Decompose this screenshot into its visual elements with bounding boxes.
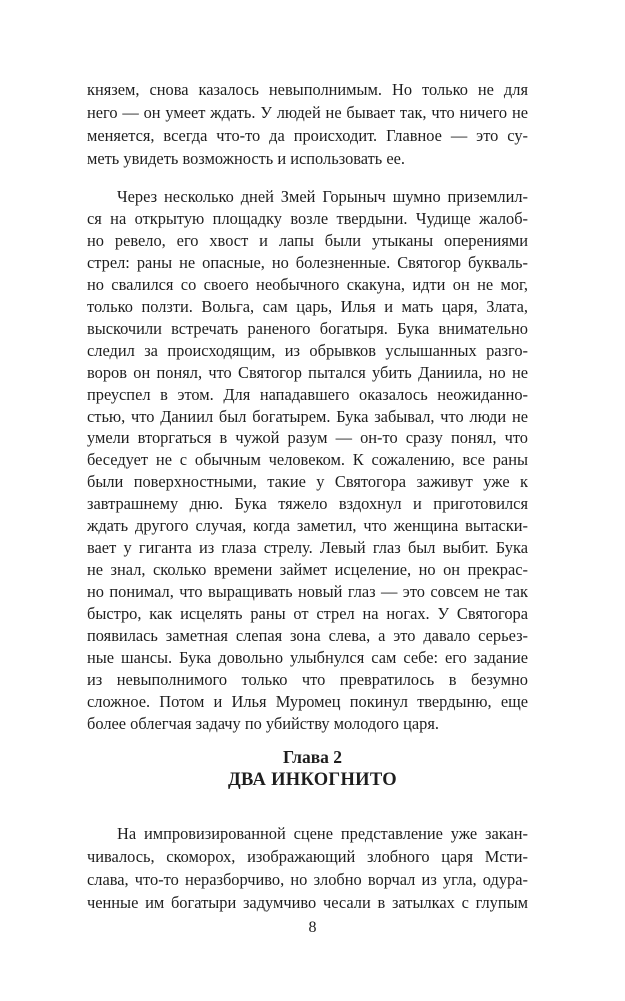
text-line: следил за происходящим, из обрывков услышанных разго- (87, 340, 528, 360)
text-line: быстро, как исцелять раны от стрел на ногах. У Святогора (87, 604, 528, 623)
text-line: меть увидеть возможность и использовать ее. (87, 149, 406, 168)
text-line: ся на открытую площадку возле твердыни. Чудище жалоб- (87, 208, 528, 228)
text-line: Через несколько дней Змей Горыныч шумно приземлил- (117, 187, 528, 206)
text-line: были поверхностными, такие у Святогора заживут уже к (87, 472, 528, 492)
text-line: На импровизированной сцене представление уже закан- (117, 824, 528, 843)
text-line: ждать другого случая, когда заметил, что женщина вытаски- (87, 516, 528, 536)
text-line: слава, что-то неразборчиво, но злобно ворчал из угла, одура- (87, 870, 528, 889)
text-line: меняется, всегда что-то да происходит. Главное — это су- (87, 126, 528, 145)
text-line: воров он понял, что Святогор пытался убить Даниила, но не (87, 362, 528, 382)
text-line: сложное. Потом и Илья Муромец покинул твердыню, еще (87, 691, 528, 711)
text-line: появилась заметная слепая зона слева, а это давало серьез- (87, 626, 528, 645)
text-line: ченные им богатыри задумчиво чесали в затылках с глупым (87, 893, 528, 912)
text-line: стью, что Даниил был богатырем. Бука забывал, что люди не (87, 406, 528, 426)
text-line: преуспел в этом. Для нападавшего оказалось неожиданно- (87, 384, 528, 404)
text-line: умели вторгаться в чужой разум — он-то сразу понял, что (87, 428, 528, 448)
text-line: него — он умеет ждать. У людей не бывает так, что ничего не (87, 103, 528, 122)
text-line: беседует не с обычным человеком. К сожалению, все раны (87, 450, 528, 470)
text-line: ные шансы. Бука довольно улыбнулся сам себе: его задание (87, 648, 528, 667)
text-line: стрел: раны не опасные, но болезненные. Святогор букваль- (87, 252, 528, 272)
text-line: не знал, сколько времени займет исцеление, но он прекрас- (87, 560, 528, 580)
text-line: князем, снова казалось невыполнимым. Но только не для (87, 80, 528, 99)
text-line: из невыполнимого только что превратилось в безумно (87, 669, 528, 689)
text-line: более облегчая задачу по убийству молодого царя. (87, 713, 439, 733)
page-number: 8 (308, 919, 317, 936)
text-line: но понимал, что выращивать новый глаз — это совсем не так (87, 582, 528, 602)
text-line: вает у гиганта из глаза стрелу. Левый глаз был выбит. Бука (87, 538, 528, 558)
chapter-title: ДВА ИНКОГНИТО (228, 770, 397, 790)
text-line: только ползти. Вольга, сам царь, Илья и мать царя, Злата, (87, 296, 528, 316)
text-line: чивалось, скоморох, изображающий злобного царя Мсти- (87, 847, 528, 866)
chapter-number: Глава 2 (282, 747, 343, 767)
text-line: выскочили встречать раненого богатыря. Бука внимательно (87, 318, 528, 338)
text-line: но ревело, его хвост и лапы были утыканы оперениями (87, 230, 528, 250)
text-line: но свалился со своего необычного скакуна, идти он не мог, (87, 274, 528, 294)
text-line: завтрашнему дню. Бука тяжело вздохнул и приготовился (87, 494, 528, 514)
